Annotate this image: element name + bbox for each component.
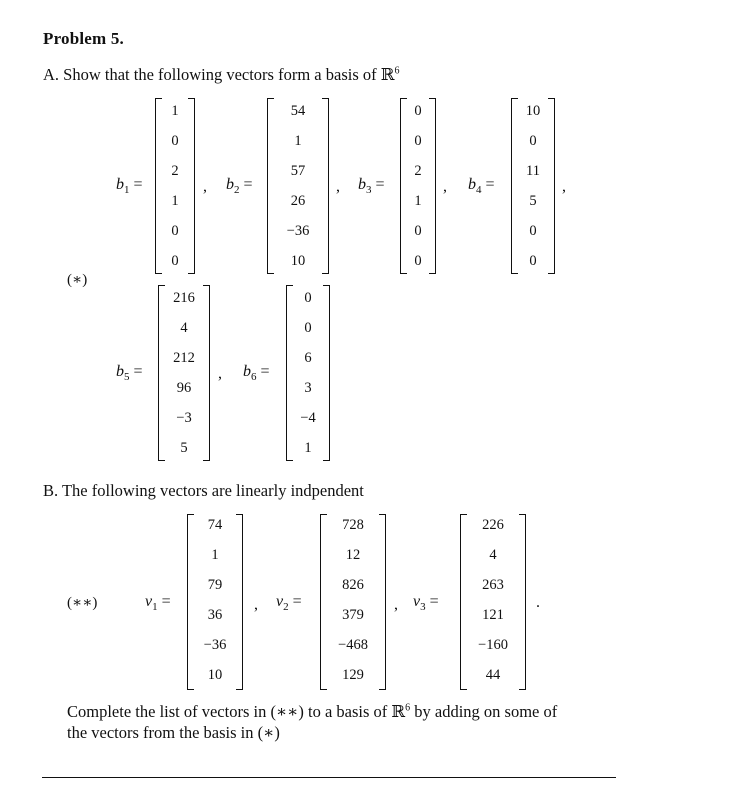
bottom-divider bbox=[42, 777, 616, 778]
vector-label-b1: $b_1$ = bbox=[116, 176, 143, 197]
vector-label-b3: $b_3$ = bbox=[358, 176, 385, 197]
comma: , bbox=[394, 596, 398, 613]
vector-v2: 728 12 826 379 −468 129 bbox=[320, 514, 386, 690]
real-space-symbol: ℝ bbox=[380, 65, 395, 84]
vector-label-b2: $b_2$ = bbox=[226, 176, 253, 197]
vector-label-b4: $b_4$ = bbox=[468, 176, 495, 197]
vector-b3: 0 0 2 1 0 0 bbox=[400, 98, 436, 274]
part-b-text: B. The following vectors are linearly indpendent bbox=[43, 481, 364, 500]
comma: , bbox=[562, 178, 566, 195]
vector-b1: 1 0 2 1 0 0 bbox=[155, 98, 195, 274]
vector-b6: 0 0 6 3 −4 1 bbox=[286, 285, 330, 461]
vector-b4: 10 0 11 5 0 0 bbox=[511, 98, 555, 274]
completion-instruction-line2: the vectors from the basis in (∗) bbox=[67, 723, 280, 742]
part-a-text: A. Show that the following vectors form a basis of bbox=[43, 65, 381, 84]
vector-label-v1: $v_1$ = bbox=[145, 593, 171, 614]
vector-b5: 216 4 212 96 −3 5 bbox=[158, 285, 210, 461]
double-star-marker: (∗∗) bbox=[67, 595, 98, 611]
vector-label-b5: $b_5$ = bbox=[116, 363, 143, 384]
vector-v3: 226 4 263 121 −160 44 bbox=[460, 514, 526, 690]
vector-v1: 74 1 79 36 −36 10 bbox=[187, 514, 243, 690]
vector-b2: 54 1 57 26 −36 10 bbox=[267, 98, 329, 274]
problem-title: Problem 5. bbox=[43, 29, 125, 48]
comma: , bbox=[443, 178, 447, 195]
vector-label-v2: $v_2$ = bbox=[276, 593, 302, 614]
completion-instruction-line1: Complete the list of vectors in (∗∗) to a basis of ℝ$^6$ by adding on some of bbox=[67, 702, 558, 721]
period: . bbox=[536, 594, 540, 611]
part-a-instruction bbox=[43, 65, 399, 85]
comma: , bbox=[254, 596, 258, 613]
vector-label-b6: $b_6$ = bbox=[243, 363, 270, 384]
comma: , bbox=[218, 365, 222, 382]
comma: , bbox=[203, 178, 207, 195]
real-space-symbol: ℝ bbox=[391, 702, 406, 721]
comma: , bbox=[336, 178, 340, 195]
vector-label-v3: $v_3$ = bbox=[413, 593, 439, 614]
dimension-exponent: 6 bbox=[394, 65, 400, 77]
star-marker: (∗) bbox=[67, 272, 88, 288]
dimension-exponent: 6 bbox=[405, 702, 411, 714]
